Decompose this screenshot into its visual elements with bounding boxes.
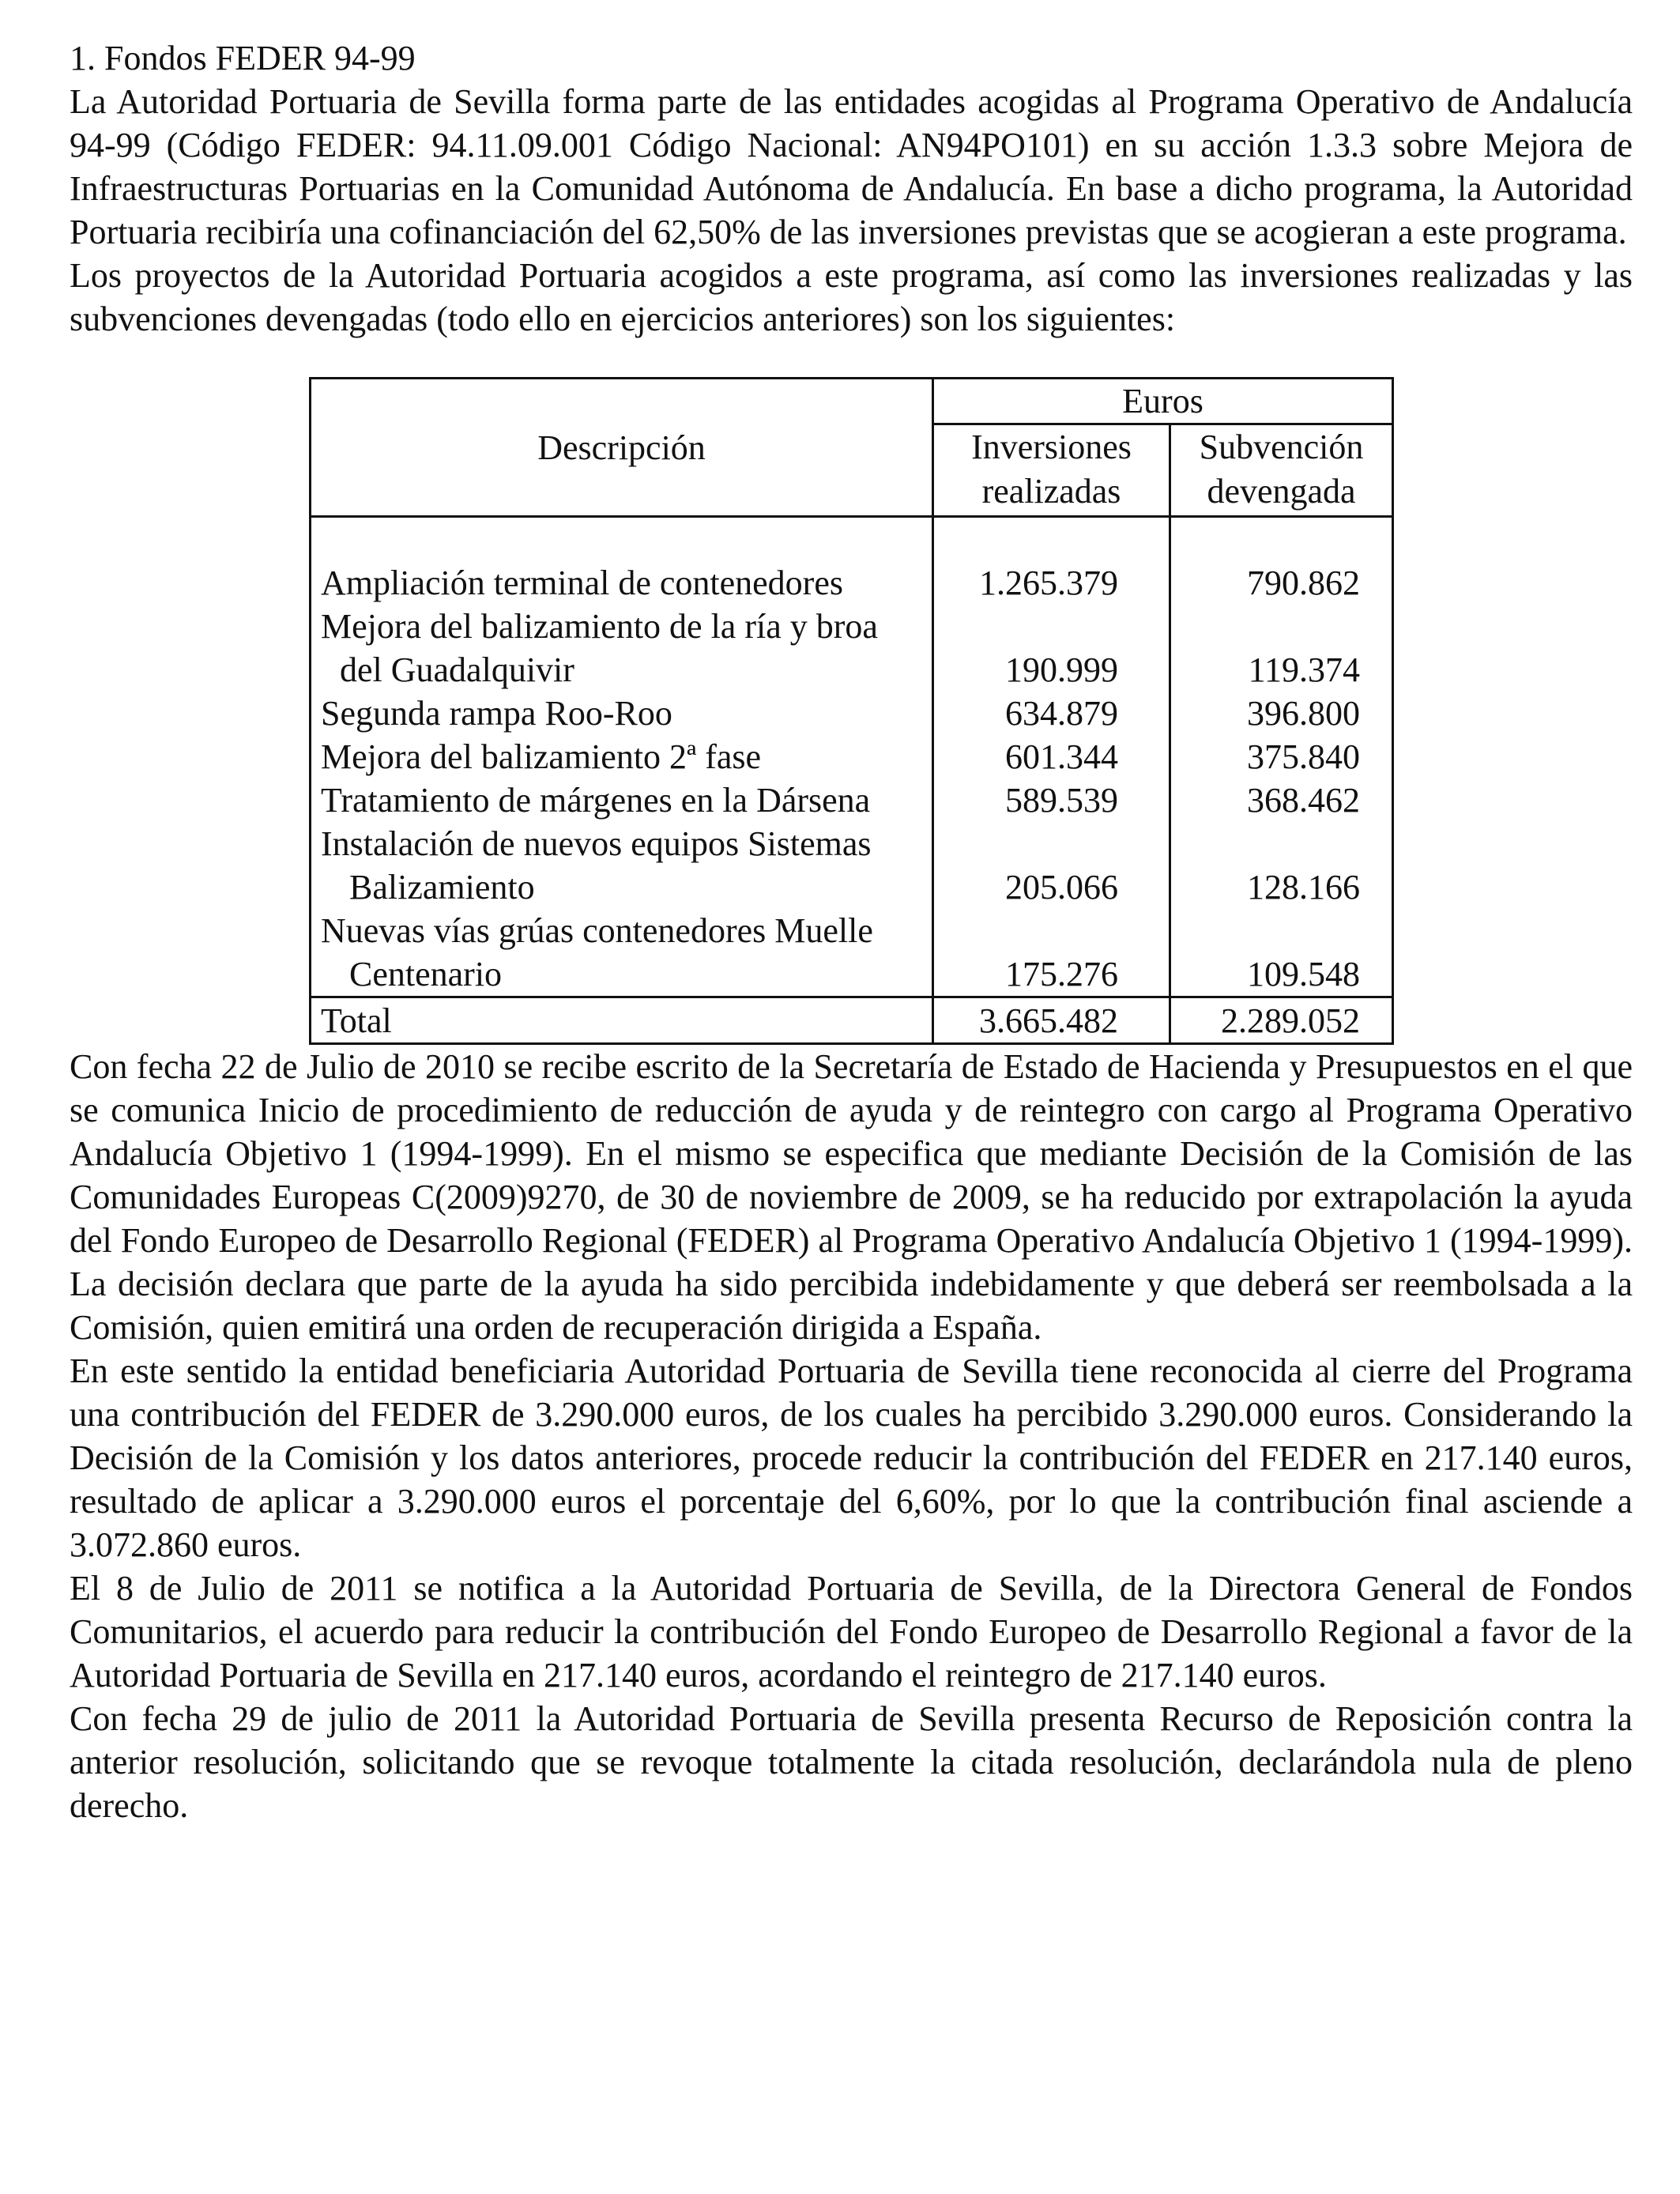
row-subvencion: 790.862 [1170,561,1393,605]
total-subvencion: 2.289.052 [1170,997,1393,1044]
row-inversiones: 175.276 [933,909,1170,997]
header-subvencion-line2: devengada [1207,472,1356,511]
header-description: Descripción [311,379,933,517]
header-inversiones-line2: realizadas [981,472,1121,511]
row-subvencion: 396.800 [1170,692,1393,735]
row-description-continuation: Centenario [349,955,503,993]
header-subvencion [1170,424,1393,517]
table-row [311,778,1393,822]
row-inversiones: 589.539 [933,778,1170,822]
table-spacer-row [311,517,1393,562]
row-description-text: Ampliación terminal de contenedores [321,564,843,602]
table-row [311,909,1393,997]
row-inversiones: 190.999 [933,605,1170,692]
row-description-text: Mejora del balizamiento de la ría y broa [321,607,878,646]
header-euros: Euros [933,379,1393,424]
row-description [311,735,933,778]
row-description-text: Instalación de nuevos equipos Sistemas [321,824,872,863]
total-label: Total [311,997,933,1044]
notification-paragraph: Con fecha 22 de Julio de 2010 se recibe escrito de la Secretaría de Estado de Hacienda y Presupuestos en el que se comunica Inicio de procedimiento de reducción de ayuda y de reintegro con cargo al Programa Operativo Andalucía Objetivo 1 (1994-1999). En el mismo se especifica que mediante Decisión de la Comisión de las Comunidades Europeas C(2009)9270, de 30 de noviembre de 2009, se ha reducido por extrapolación la ayuda del Fondo Europeo de Desarrollo Regional (FEDER) al Programa Operativo Andalucía Objetivo 1 (1994-1999). La decisión declara que parte de la ayuda ha sido percibida indebidamente y que deberá ser reembolsada a la Comisión, quien emitirá una orden de recuperación dirigida a España. [70,1047,1633,1347]
reduction-paragraph: En este sentido la entidad beneficiaria Autoridad Portuaria de Sevilla tiene reconocida al cierre del Programa una contribución del FEDER de 3.290.000 euros, de los cuales ha percibido 3.290.000 euros. Considerando la Decisión de la Comisión y los datos anteriores, procede reducir la contribución del FEDER en 217.140 euros, resultado de aplicar a 3.290.000 euros el porcentaje del 6,60%, por lo que la contribución final asciende a 3.072.860 euros. [70,1351,1633,1564]
row-inversiones: 634.879 [933,692,1170,735]
row-subvencion: 368.462 [1170,778,1393,822]
table-row [311,605,1393,692]
row-description [311,692,933,735]
row-inversiones: 1.265.379 [933,561,1170,605]
table-row [311,735,1393,778]
row-subvencion: 119.374 [1170,605,1393,692]
table-header-row [311,379,1393,424]
row-subvencion: 375.840 [1170,735,1393,778]
row-description-text: Nuevas vías grúas contenedores Muelle [321,911,873,950]
projects-table-wrapper [309,377,1392,1045]
row-description [311,909,933,997]
row-description-text: Segunda rampa Roo-Roo [321,694,672,733]
row-description-text: Tratamiento de márgenes en la Dársena [321,781,871,820]
row-description [311,822,933,909]
table-total-row [311,997,1393,1044]
projects-intro-paragraph: Los proyectos de la Autoridad Portuaria acogidos a este programa, así como las inversiones realizadas y las subvenciones devengadas (todo ello en ejercicios anteriores) son los siguientes: [70,256,1633,338]
header-inversiones [933,424,1170,517]
table-row [311,561,1393,605]
header-inversiones-line1: Inversiones [971,428,1132,466]
table-row [311,692,1393,735]
row-inversiones: 601.344 [933,735,1170,778]
row-subvencion: 128.166 [1170,822,1393,909]
document-page [70,36,1633,1827]
table-row [311,822,1393,909]
total-inversiones: 3.665.482 [933,997,1170,1044]
appeal-paragraph: Con fecha 29 de julio de 2011 la Autoridad Portuaria de Sevilla presenta Recurso de Reposición contra la anterior resolución, solicitando que se revoque totalmente la citada resolución, declarándola nula de pleno derecho. [70,1699,1633,1825]
projects-table [309,377,1394,1045]
row-description [311,778,933,822]
section-heading: 1. Fondos FEDER 94-99 [70,39,416,77]
row-description [311,561,933,605]
row-description-continuation: del Guadalquivir [340,650,574,689]
header-subvencion-line1: Subvención [1199,428,1364,466]
row-subvencion: 109.548 [1170,909,1393,997]
row-inversiones: 205.066 [933,822,1170,909]
agreement-paragraph: El 8 de Julio de 2011 se notifica a la Autoridad Portuaria de Sevilla, de la Directora General de Fondos Comunitarios, el acuerdo para reducir la contribución del Fondo Europeo de Desarrollo Regional a favor de la Autoridad Portuaria de Sevilla en 217.140 euros, acordando el reintegro de 217.140 euros. [70,1569,1633,1695]
row-description [311,605,933,692]
row-description-continuation: Balizamiento [349,868,535,907]
row-description-text: Mejora del balizamiento 2ª fase [321,737,762,776]
intro-paragraph: La Autoridad Portuaria de Sevilla forma parte de las entidades acogidas al Programa Operativo de Andalucía 94-99 (Código FEDER: 94.11.09.001 Código Nacional: AN94PO101) en su acción 1.3.3 sobre Mejora de Infraestructuras Portuarias en la Comunidad Autónoma de Andalucía. En base a dicho programa, la Autoridad Portuaria recibiría una cofinanciación del 62,50% de las inversiones previstas que se acogieran a este programa. [70,82,1633,251]
